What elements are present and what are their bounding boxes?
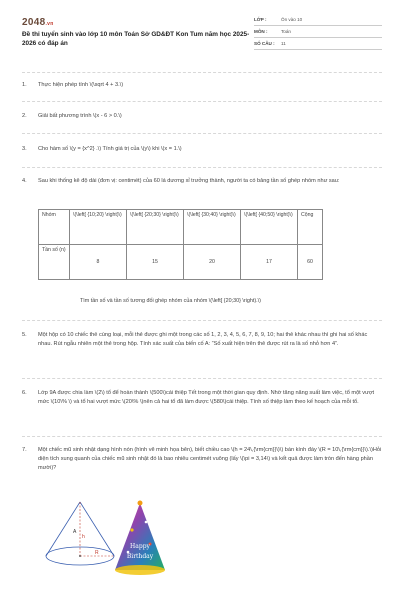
table-row <box>39 245 323 280</box>
question-5 <box>22 331 382 349</box>
question-text: Lớp 9A được chia làm \(2\) tổ để hoàn thành \(500\)cái thiệp Tết trong một thời gian quy định. Nhờ tăng năng suất làm việc, tổ một vượt mức \(10\% \) và tổ hai vượt mức \(20\% \)nên cả hai tổ đã làm được \(580\)cái thiệp. Tính số thiệp làm theo kế hoạch của mỗi tổ. <box>38 390 375 405</box>
cone-label-a: A <box>73 529 77 535</box>
logo-main: 2048 <box>22 17 46 28</box>
question-number: 3. <box>22 146 27 152</box>
table-cell: \(\left[ {20;30} \right)\) <box>127 210 184 245</box>
cone-diagram <box>40 498 120 574</box>
exam-title: Đề thi tuyển sinh vào lớp 10 môn Toán Sở GD&ĐT Kon Tum năm học 2025-2026 có đáp án <box>22 31 250 47</box>
table-cell: 15 <box>127 245 184 280</box>
divider <box>22 72 382 73</box>
question-3 <box>22 145 382 154</box>
divider <box>22 133 382 134</box>
question-number: 2. <box>22 113 27 119</box>
question-text: Giải bất phương trình \(x - 6 > 0.\) <box>38 113 122 119</box>
party-hat-image <box>110 500 170 578</box>
site-logo[interactable] <box>22 17 54 28</box>
table-cell: 20 <box>184 245 241 280</box>
hat-text-2: Birthday <box>126 553 154 560</box>
cone-label-h: h <box>82 534 85 540</box>
divider <box>22 436 382 437</box>
question-number: 5. <box>22 332 27 338</box>
table-cell: 60 <box>298 245 323 280</box>
question-text: Sau khi thống kê độ dài (đơn vị: centimét) của 60 lá dương xỉ trưởng thành, người ta có bảng tần số ghép nhóm như sau: <box>38 178 340 184</box>
meta-value: 11 <box>281 41 286 46</box>
divider <box>22 320 382 321</box>
question-4 <box>22 177 382 186</box>
cone-label-r: R <box>95 550 99 556</box>
table-cell: \(\left[ {30;40} \right)\) <box>184 210 241 245</box>
table-header-freq: Tần số (n) <box>39 245 70 280</box>
question-number: 6. <box>22 390 27 396</box>
divider <box>22 378 382 379</box>
question-1 <box>22 81 382 90</box>
question-number: 4. <box>22 178 27 184</box>
question-text: Thực hiện phép tính \(\sqrt 4 + 3.\) <box>38 82 124 88</box>
meta-row-subject <box>254 26 382 38</box>
meta-value: Ôn vào 10 <box>281 17 303 22</box>
table-cell: \(\left[ {40;50} \right)\) <box>241 210 298 245</box>
question-number: 1. <box>22 82 27 88</box>
question-text: Cho hàm số \(y = {x^2} .\) Tính giá trị của \(y\) khi \(x = 1.\) <box>38 146 182 152</box>
question-7 <box>22 446 382 473</box>
meta-row-count <box>254 38 382 50</box>
question-6 <box>22 389 382 407</box>
question-text: Một hộp có 10 chiếc thẻ cùng loại, mỗi thẻ được ghi một trong các số 1, 2, 3, 4, 5, 6, 7, 8, 9, 10; hai thẻ khác nhau thì ghi hai số khác nhau. Rút ngẫu nhiên một thẻ trong hộp. Tính xác suất của biến cố A: “Số xuất hiện trên thẻ được rút ra là số nhỏ hơn 4”. <box>38 332 368 347</box>
question-text: Một chiếc mũ sinh nhật dạng hình nón (hình vẽ minh họa bên), biết chiều cao \(h = 24\,{\rm{cm}}\)\) bán kính đáy \(R = 10\,{\rm{cm}}\).\)Hỏi diện tích xung quanh của chiếc mũ sinh nhật đó là bao nhiêu centimét vuông (lấy \(\pi = 3,14\) và kết quả được làm tròn đến hàng phần mười)? <box>38 447 382 471</box>
table-caption: Tìm tần số và tần số tương đối ghép nhóm của nhóm \(\left[ {20;30} \right).\) <box>80 298 261 304</box>
table-header-group: Nhóm <box>39 210 70 245</box>
meta-value: Toán <box>281 29 291 34</box>
meta-key: LỚP : <box>254 17 267 22</box>
table-cell: \(\left[ {10;20} \right)\) <box>70 210 127 245</box>
table-row <box>39 210 323 245</box>
table-cell: 8 <box>70 245 127 280</box>
question-2 <box>22 112 382 121</box>
hat-text-1: Happy <box>130 543 150 550</box>
exam-meta <box>254 14 382 50</box>
meta-key: MÔN : <box>254 29 268 34</box>
divider <box>22 101 382 102</box>
table-cell: 17 <box>241 245 298 280</box>
logo-sub: .vn <box>45 21 54 27</box>
question-number: 7. <box>22 447 27 453</box>
divider <box>22 167 382 168</box>
meta-key: SỐ CÂU : <box>254 41 275 46</box>
frequency-table <box>38 209 323 280</box>
meta-row-class <box>254 14 382 26</box>
table-header-total: Cộng <box>298 210 323 245</box>
